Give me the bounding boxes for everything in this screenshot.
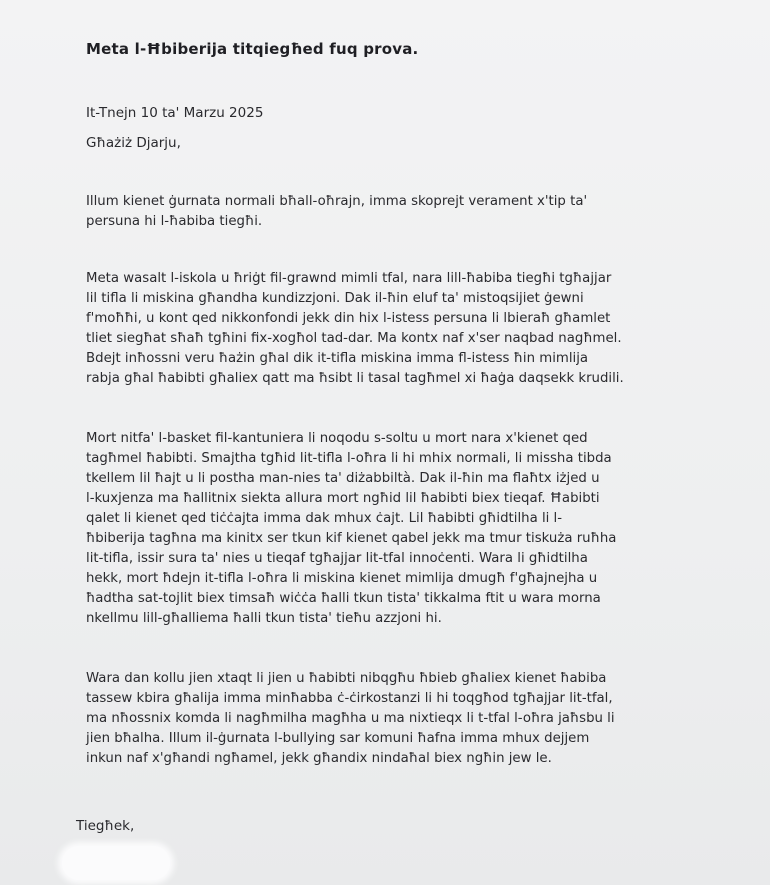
paragraph-line: f'moħħi, u kont qed nikkonfondi jekk din hix l-istess persuna li lbieraħ għamlet [86, 311, 611, 326]
paragraph-line: ħadtha sat-tojlit biex timsaħ wiċċa ħalli tkun tista' tikkalma ftit u wara morna [86, 591, 601, 606]
paragraph-line: ma nħossnix komda li nagħmilha magħha u ma nixtieqx li t-tfal l-oħra jaħsbu li [86, 711, 615, 726]
paragraph-line: hekk, mort ħdejn it-tifla l-oħra li miskina kienet mimlija dmugħ f'għajnejha u [86, 571, 598, 586]
paragraph-1 [86, 192, 686, 232]
paragraph-2 [86, 269, 686, 389]
redacted-signature [62, 846, 170, 880]
paragraph-line: tassew kbira għalija imma minħabba ċ-ċirkostanzi li hi toqgħod tgħajjar lit-tfal, [86, 691, 613, 706]
paragraph-line: lil tifla li miskina għandha kundizzjoni. Dak il-ħin eluf ta' mistoqsijiet ġewni [86, 291, 584, 306]
paragraph-line: tliet siegħat sħaħ tgħini fix-xogħol tad-dar. Ma kontx naf x'ser naqbad nagħmel. [86, 331, 622, 346]
letter-greeting: Għażiż Djarju, [86, 135, 181, 151]
paragraph-line: lit-tifla, issir sura ta' nies u tieqaf tgħajjar lit-tfal innoċenti. Wara li għidtilha [86, 551, 588, 566]
paragraph-line: persuna hi l-ħabiba tiegħi. [86, 214, 263, 229]
paragraph-line: inkun naf x'għandi ngħamel, jekk għandix nindaħal biex ngħin jew le. [86, 751, 552, 766]
paragraph-line: ħbiberija tagħna ma kinitx ser tkun kif kienet qabel jekk ma tmur tiskuża ruħha [86, 531, 617, 546]
paragraph-line: tkellem lil ħajt u li postha man-nies ta' diżabbiltà. Dak il-ħin ma flaħtx iżjed u [86, 471, 600, 486]
paragraph-line: nkellmu lill-għalliema ħalli tkun tista' tieħu azzjoni hi. [86, 611, 442, 626]
paragraph-line: Mort nitfa' l-basket fil-kantuniera li noqodu s-soltu u mort nara x'kienet qed [86, 431, 588, 446]
letter-closing: Tiegħek, [76, 818, 135, 834]
paragraph-line: qalet li kienet qed tiċċajta imma dak mhux ċajt. Lil ħabibti għidtilha li l- [86, 511, 563, 526]
letter-title: Meta l-Ħbiberija titqiegħed fuq prova. [86, 40, 419, 58]
paragraph-line: Bdejt inħossni veru ħażin għal dik it-tifla miskina imma fl-istess ħin mimlija [86, 351, 589, 366]
paragraph-line: rabja għal ħabibti għaliex qatt ma ħsibt li tasal tagħmel xi ħaġa daqsekk krudili. [86, 371, 624, 386]
paragraph-line: l-kuxjenza ma ħallitnix siekta allura mort ngħid lil ħabibti biex tieqaf. Ħabibti [86, 491, 600, 506]
paragraph-line: jien bħalha. Illum il-ġurnata l-bullying sar komuni ħafna imma mhux dejjem [86, 731, 590, 746]
letter-date: It-Tnejn 10 ta' Marzu 2025 [86, 105, 264, 121]
paragraph-line: Wara dan kollu jien xtaqt li jien u ħabibti nibqgħu ħbieb għaliex kienet ħabiba [86, 671, 607, 686]
paragraph-line: tagħmel ħabibti. Smajtha tgħid lit-tifla l-oħra li hi mhix normali, li missha tibda [86, 451, 612, 466]
paragraph-3 [86, 429, 686, 629]
paragraph-4 [86, 669, 686, 769]
paragraph-line: Illum kienet ġurnata normali bħall-oħrajn, imma skoprejt verament x'tip ta' [86, 194, 588, 209]
paragraph-line: Meta wasalt l-iskola u ħriġt fil-grawnd mimli tfal, nara lill-ħabiba tiegħi tgħajjar [86, 271, 612, 286]
